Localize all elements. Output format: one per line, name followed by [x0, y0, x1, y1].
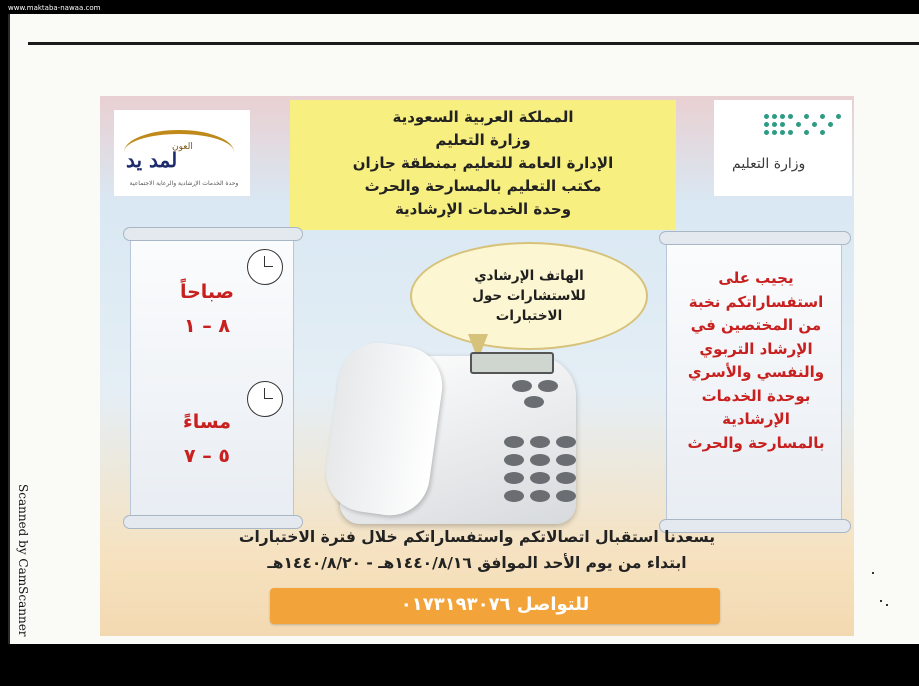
scroll-cap-top — [123, 227, 303, 241]
bubble-line-3: الاختبارات — [495, 308, 563, 324]
info-line-7: الإرشادية — [722, 410, 790, 428]
moe-logo-text: وزارة التعليم — [732, 156, 806, 172]
info-line-2: استفساراتكم نخبة — [688, 292, 824, 311]
poster — [100, 96, 854, 636]
logo-main-text: لمد يد — [126, 148, 178, 172]
schedule-scroll — [130, 232, 294, 524]
scanner-watermark: Scanned by CamScanner — [16, 484, 30, 637]
morning-time: ٨ – ١ — [184, 315, 230, 337]
clock-icon — [247, 381, 283, 417]
info-scroll — [666, 236, 842, 528]
logo-tiny-text: وحدة الخدمات الإرشادية والرعاية الاجتماعية — [129, 180, 239, 187]
morning-label: صباحاً — [179, 281, 235, 303]
top-bar — [0, 0, 919, 14]
info-line-4: الإرشاد التربوي — [699, 339, 813, 358]
scanned-page — [8, 14, 919, 644]
title-line-unit: وحدة الخدمات الإرشادية — [394, 200, 572, 218]
speck — [872, 572, 874, 574]
title-box — [290, 100, 676, 230]
bottom-bar — [0, 644, 919, 686]
title-line-ministry: وزارة التعليم — [435, 131, 531, 149]
logo-small-text: العون — [172, 142, 193, 152]
title-line-office: مكتب التعليم بالمسارحة والحرث — [364, 177, 602, 195]
info-line-8: بالمسارحة والحرث — [687, 433, 825, 452]
evening-time: ٥ – ٧ — [184, 445, 230, 467]
title-line-country: المملكة العربية السعودية — [392, 108, 574, 126]
contact-banner — [270, 588, 720, 624]
bubble-line-2: للاستشارات حول — [472, 288, 586, 304]
header-url: www.maktaba-nawaa.com — [8, 4, 101, 12]
speech-bubble — [410, 242, 648, 350]
counseling-unit-logo — [114, 110, 250, 196]
info-line-1: يجيب على — [718, 269, 794, 287]
footer-line-2: ابتداء من يوم الأحد الموافق ١٤٤٠/٨/١٦هـ - ١٤٤٠/٨/٢٠هـ — [267, 554, 687, 572]
scroll-cap-top — [659, 231, 851, 245]
page-left-edge — [8, 14, 10, 644]
ministry-of-education-logo — [714, 100, 852, 196]
footer-line-1: يسعدنا استقبال اتصالاتكم واستفساراتكم خلال فترة الاختبارات — [238, 528, 716, 546]
speck — [880, 600, 882, 602]
moe-dots-icon — [764, 114, 844, 146]
info-line-3: من المختصين في — [690, 316, 822, 334]
contact-phone-number: للتواصل ٠١٧٣١٩٣٠٧٦ — [400, 594, 590, 615]
clock-icon — [247, 249, 283, 285]
telephone-icon — [320, 340, 588, 528]
bubble-line-1: الهاتف الإرشادي — [474, 268, 584, 284]
phone-display — [470, 352, 554, 374]
scroll-cap-bottom — [123, 515, 303, 529]
speck — [886, 604, 888, 606]
info-line-6: بوحدة الخدمات — [701, 386, 811, 405]
evening-label: مساءً — [183, 411, 231, 433]
info-line-5: والنفسي والأسري — [687, 363, 825, 381]
page-top-rule — [28, 42, 919, 45]
title-line-directorate: الإدارة العامة للتعليم بمنطقة جازان — [352, 154, 614, 172]
